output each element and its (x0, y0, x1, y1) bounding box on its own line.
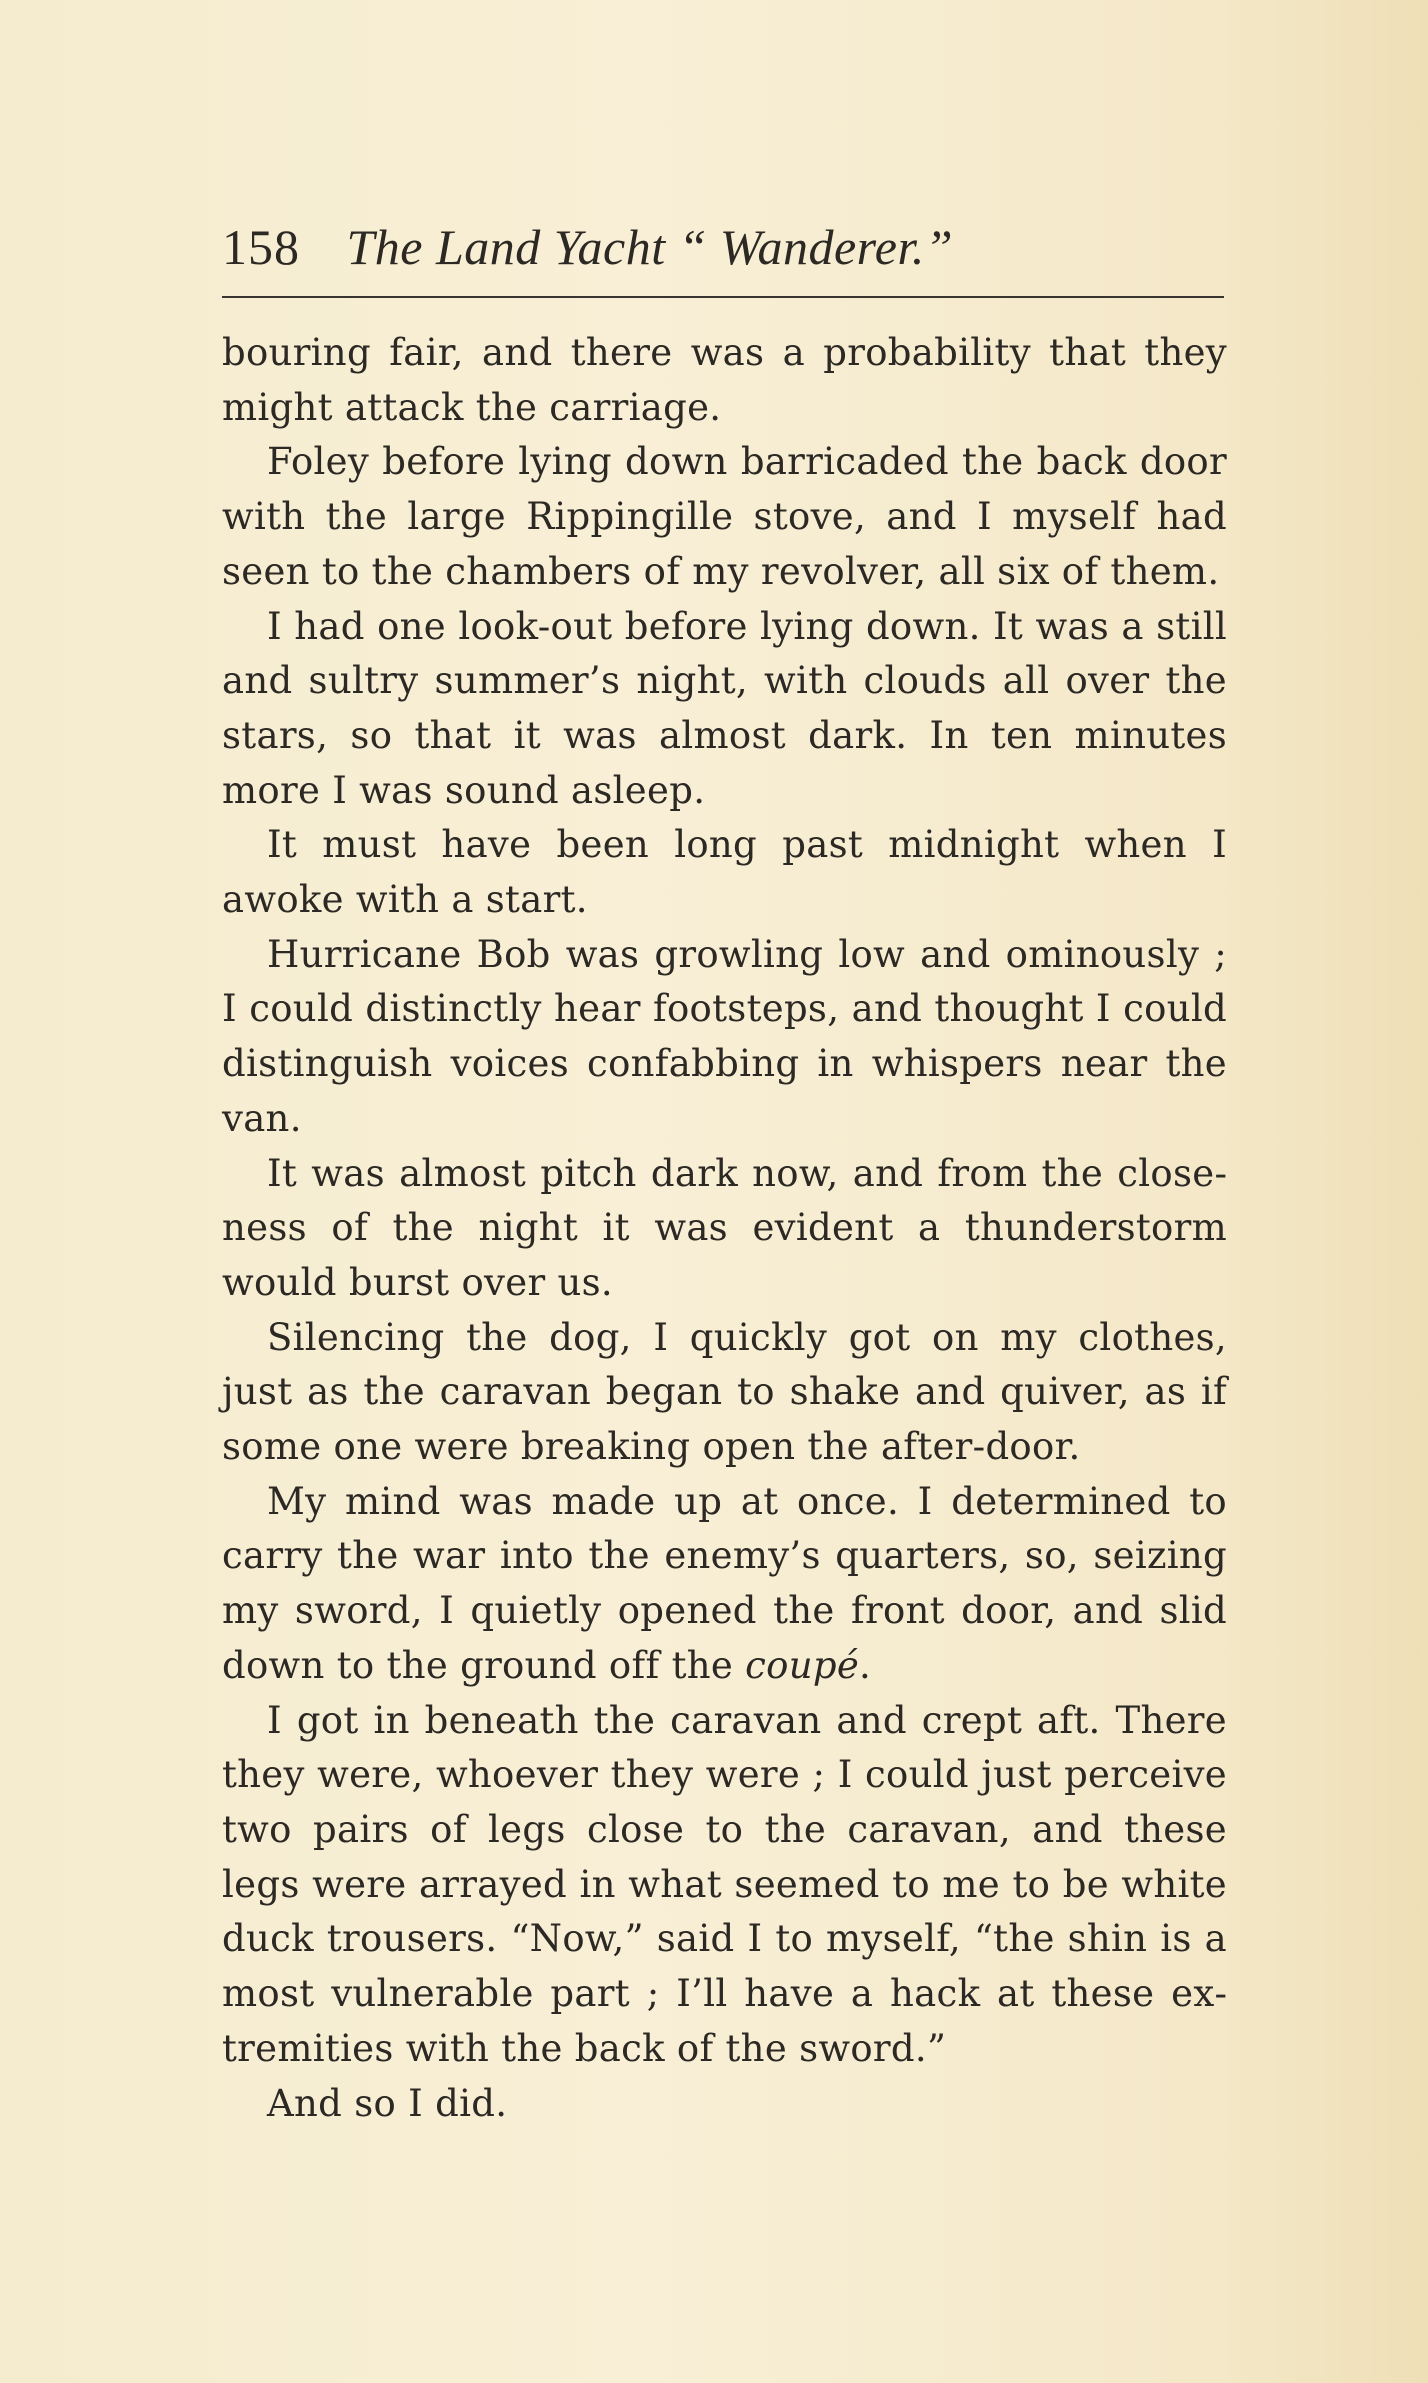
paragraph: I got in beneath the caravan and crept aft. There they were, whoever they were ; I could just perceive two pairs of legs close to the caravan, and these legs were arrayed in what seemed to me to be white duck trousers. “Now,” said I to myself, “the shin is a most vulnerable part ; I’ll have a hack at these extremities with the back of the sword.” (222, 1698, 1227, 2070)
paragraph: Hurricane Bob was growling low and ominously ; I could distinctly hear footsteps, and thought I could distinguish voices confabbing in whispers near the van. (222, 932, 1227, 1140)
paragraph: It was almost pitch dark now, and from the closeness of the night it was evident a thunderstorm would burst over us. (222, 1151, 1227, 1304)
running-head (222, 212, 1224, 282)
body-text (222, 326, 1227, 2131)
italic-word: coupé (745, 1643, 860, 1687)
paragraph (222, 1475, 1227, 1694)
paragraph: It must have been long past midnight when I awoke with a start. (222, 823, 1227, 922)
running-title: The Land Yacht “ Wanderer.” (346, 219, 954, 275)
paragraph: Silencing the dog, I quickly got on my clothes, just as the caravan began to shake and quiver, as if some one were breaking open the after-door. (222, 1315, 1227, 1469)
paragraph-text: . (859, 1643, 872, 1687)
paragraph: bouring fair, and there was a probability that they might attack the carriage. (222, 331, 1227, 429)
paragraph: Foley before lying down barricaded the back door with the large Rippingille stove, and I myself had seen to the chambers of my revolver, all six of them. (222, 440, 1227, 593)
page-number: 158 (222, 219, 300, 275)
paragraph: And so I did. (267, 2081, 508, 2125)
header-rule (222, 296, 1224, 298)
paragraph: I had one look-out before lying down. It was a still and sultry summer’s night, with clouds all over the stars, so that it was almost dark. In ten minutes more I was sound asleep. (222, 604, 1227, 812)
paragraph-text: My mind was made up at once. I determined to carry the war into the enemy’s quarters, so, seizing my sword, I quietly opened the front door, and slid down to the ground off the (222, 1479, 1227, 1687)
